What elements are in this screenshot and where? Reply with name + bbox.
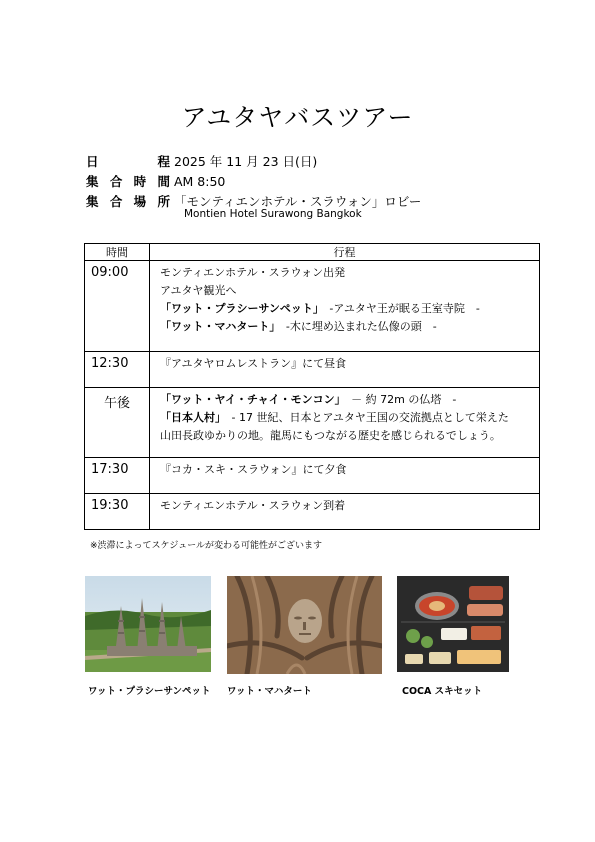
table-row xyxy=(85,388,540,458)
row-time: 09:00 xyxy=(85,261,150,352)
desc-line: 「ワット・マハタート」 -木に埋め込まれた仏像の頭 - xyxy=(160,320,437,333)
buddha-head-tree-photo-icon xyxy=(227,576,382,674)
desc-line: モンティエンホテル・スラウォン出発 xyxy=(160,266,346,279)
row-desc xyxy=(150,494,540,530)
desc-line: 『コカ・スキ・スラウォン』にて夕食 xyxy=(160,463,347,476)
photo-caption: ワット・プラシーサンペット xyxy=(88,686,211,697)
date-label: 日 程 xyxy=(86,154,170,169)
sukiyaki-set-photo-icon xyxy=(397,576,509,672)
desc-line: 「ワット・ヤイ・チャイ・モンコン」 － 約 72m の仏塔 - xyxy=(160,393,457,406)
table-header-row xyxy=(85,244,540,261)
row-desc xyxy=(150,458,540,494)
traffic-note: ※渋滞によってスケジュールが変わる可能性がございます xyxy=(90,541,323,551)
meeting-place-value: 「モンティエンホテル・スラウォン」ロビー xyxy=(174,194,422,209)
photo-caption: ワット・マハタート xyxy=(227,686,312,697)
desc-line: 「日本人村」 - 17 世紀、日本とアユタヤ王国の交流拠点として栄えた xyxy=(160,411,509,424)
photo-caption: COCA スキセット xyxy=(402,686,483,697)
row-desc xyxy=(150,261,540,352)
desc-line: モンティエンホテル・スラウォン到着 xyxy=(160,499,346,512)
page-title: アユタヤバスツアー xyxy=(181,103,414,132)
table-row xyxy=(85,352,540,388)
meeting-place-english: Montien Hotel Surawong Bangkok xyxy=(184,208,362,220)
table-row xyxy=(85,261,540,352)
temple-photo-icon xyxy=(85,576,211,672)
row-desc xyxy=(150,352,540,388)
row-time: 午後 xyxy=(85,388,150,458)
row-time: 12:30 xyxy=(85,352,150,388)
meeting-time-value: AM 8:50 xyxy=(174,173,226,189)
meeting-time-row xyxy=(86,171,421,191)
meeting-place-label: 集 合 場 所 xyxy=(86,194,170,209)
desc-line: 『アユタヤロムレストラン』にて昼食 xyxy=(160,357,347,370)
desc-line: 山田長政ゆかりの地。龍馬にもつながる歴史を感じられるでしょう。 xyxy=(160,429,501,442)
header-itinerary: 行程 xyxy=(150,244,540,261)
header-time: 時間 xyxy=(85,244,150,261)
meeting-time-label: 集 合 時 間 xyxy=(86,174,170,189)
tour-info xyxy=(86,151,421,211)
row-time: 19:30 xyxy=(85,494,150,530)
row-desc xyxy=(150,388,540,458)
date-row xyxy=(86,151,421,171)
schedule-table xyxy=(84,243,540,530)
table-row xyxy=(85,494,540,530)
desc-line: 「ワット・プラシーサンペット」 -アユタヤ王が眠る王室寺院 - xyxy=(160,302,480,315)
row-time: 17:30 xyxy=(85,458,150,494)
desc-line: アユタヤ観光へ xyxy=(160,284,237,297)
table-row xyxy=(85,458,540,494)
date-value: 2025 年 11 月 23 日(日) xyxy=(174,154,318,169)
